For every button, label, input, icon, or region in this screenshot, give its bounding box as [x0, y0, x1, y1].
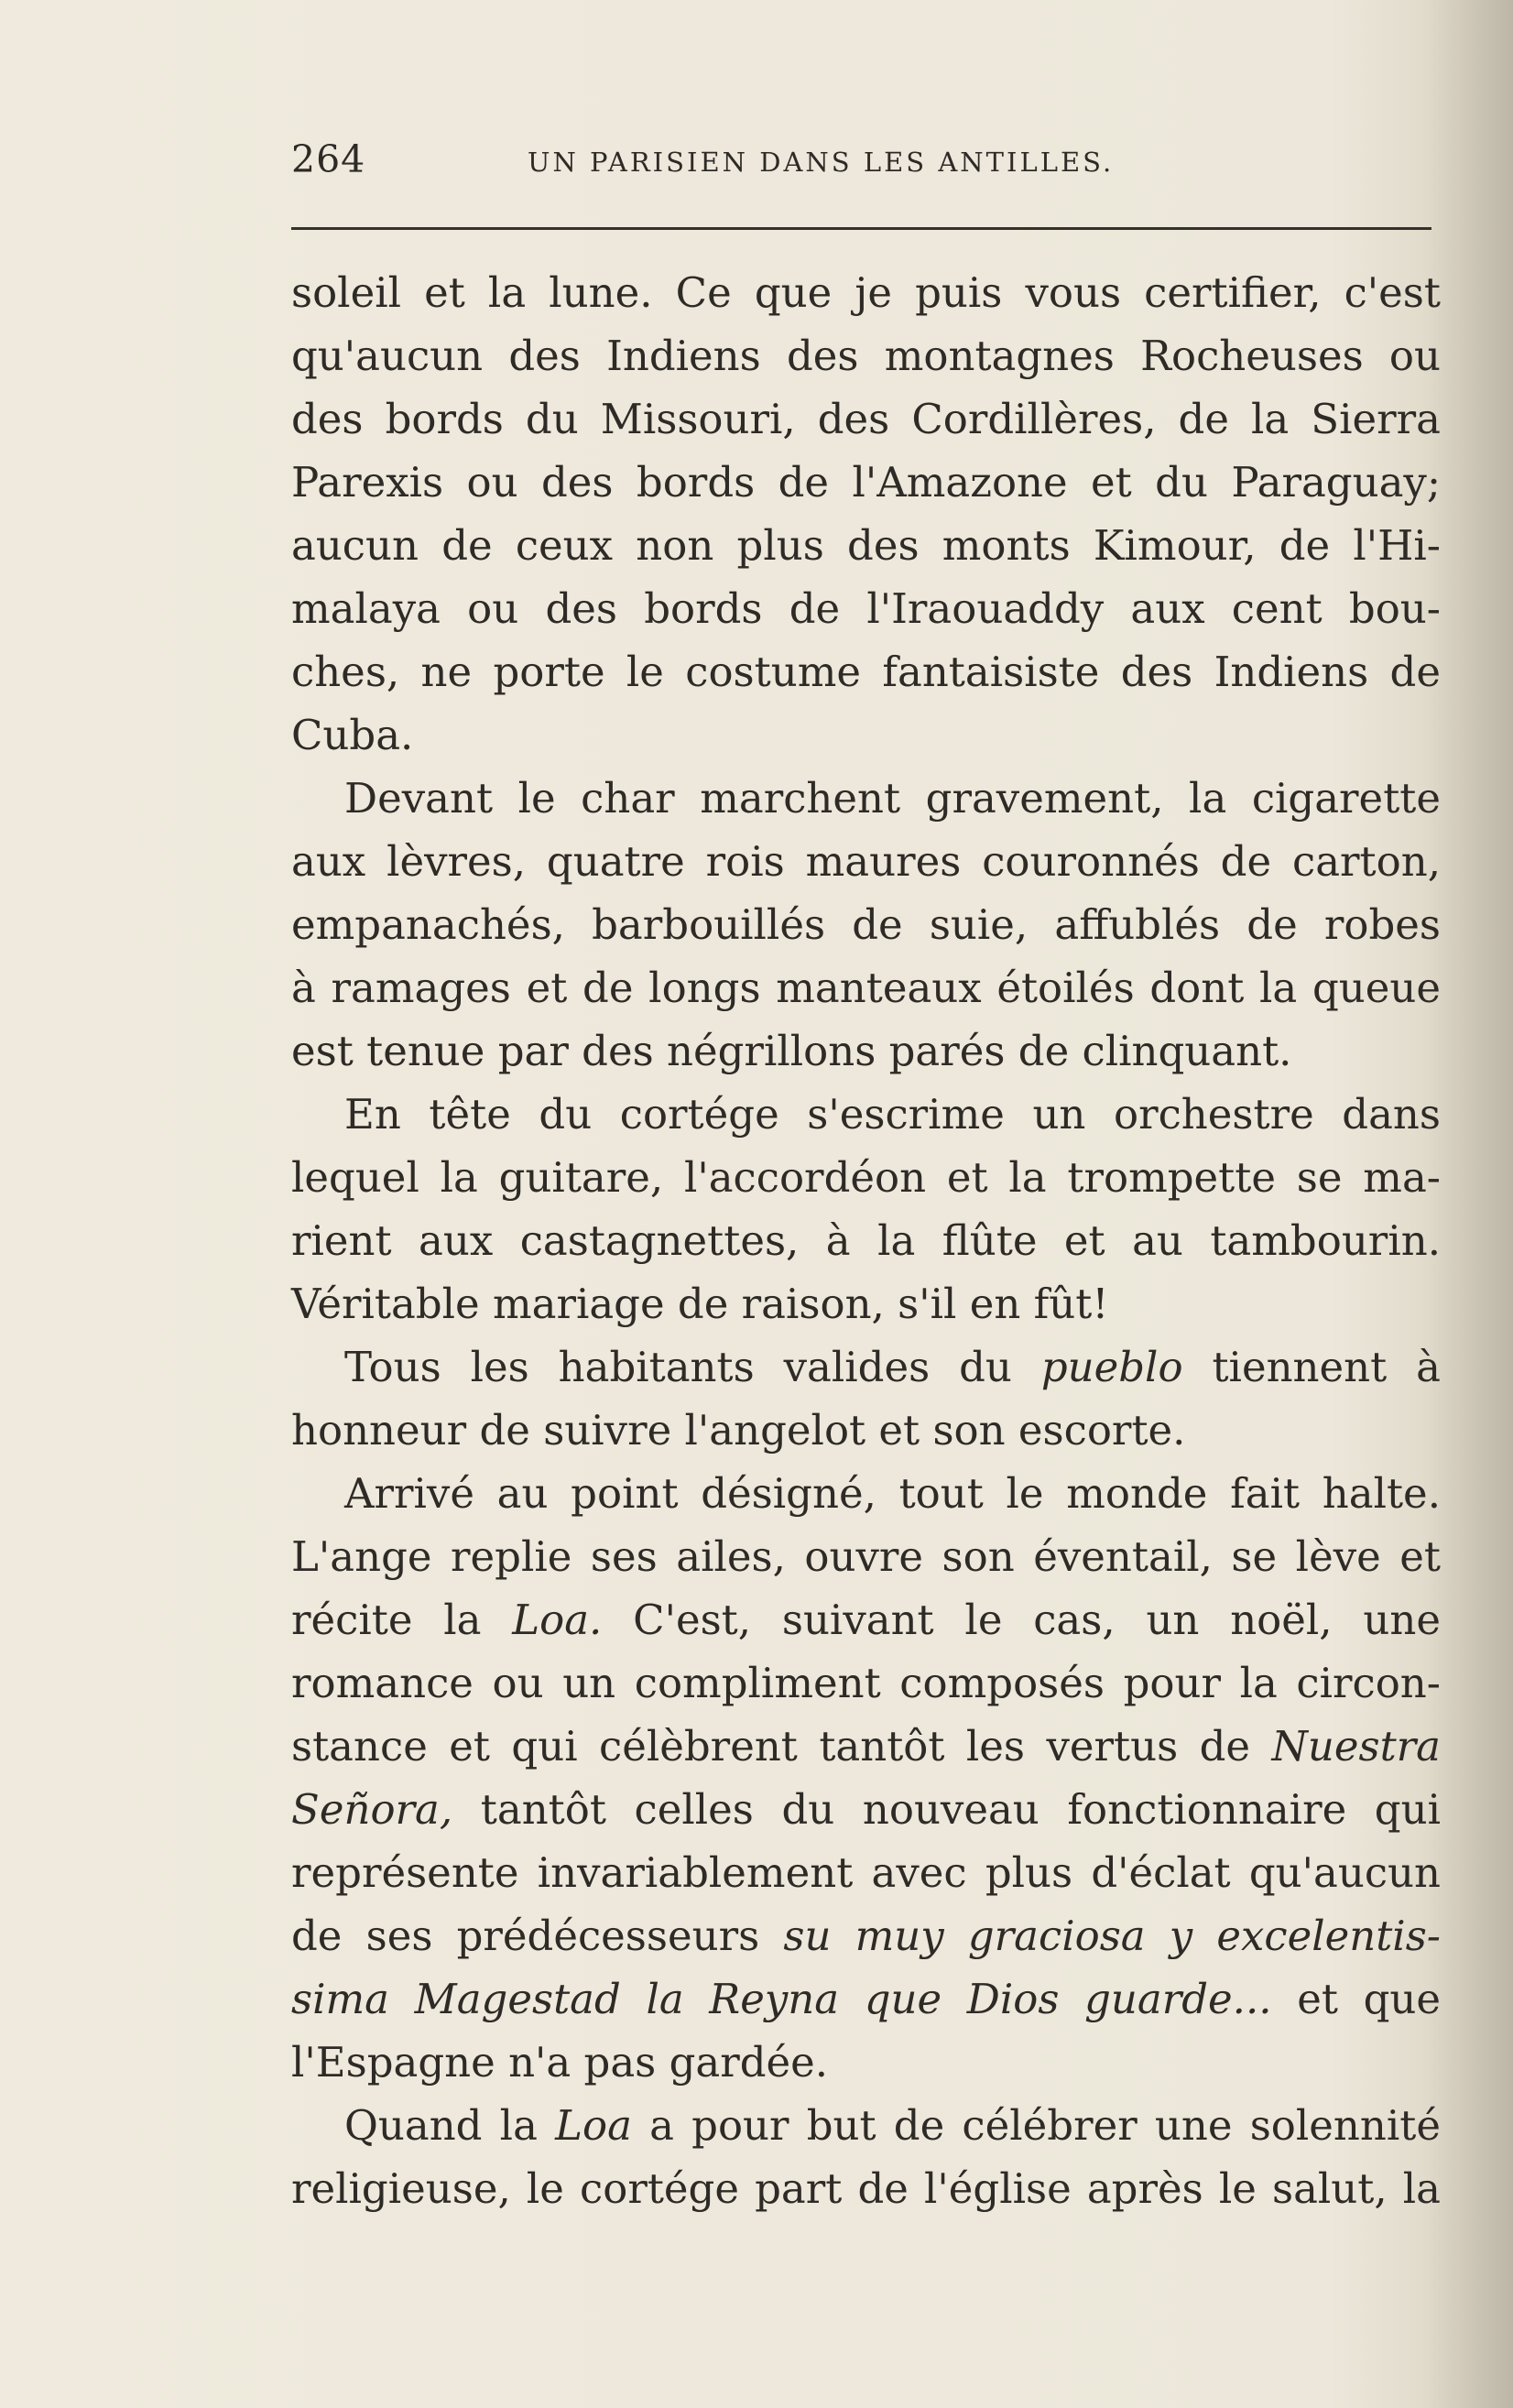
text-line — [291, 1967, 1441, 2031]
running-head — [291, 137, 1431, 192]
body-text — [291, 261, 1441, 2220]
text-run: C'est, suivant le cas, un noël, une — [602, 1596, 1441, 1644]
italic-term: pueblo — [1040, 1343, 1183, 1391]
text-line: représente invariablement avec plus d'éclat qu'aucun — [291, 1848, 1441, 1897]
text-run: tiennent à — [1182, 1343, 1441, 1391]
running-title: UN PARISIEN DANS LES ANTILLES. — [528, 147, 1115, 178]
italic-term: Señora, — [291, 1785, 453, 1834]
text-line: empanachés, barbouillés de suie, affublés de robes — [291, 900, 1441, 949]
text-line: qu'aucun des Indiens des montagnes Rocheuses ou — [291, 332, 1441, 380]
text-line: est tenue par des négrillons parés de clinquant. — [291, 1027, 1292, 1075]
text-line: Véritable mariage de raison, s'il en fût! — [291, 1280, 1109, 1328]
text-line — [291, 1588, 1441, 1651]
italic-term: Loa — [555, 2101, 632, 2150]
text-line: rient aux castagnettes, à la flûte et au tambourin. — [291, 1216, 1441, 1265]
text-line: En tête du cortége s'escrime un orchestre dans — [344, 1090, 1441, 1139]
text-run: stance et qui célèbrent tantôt les vertus de — [291, 1722, 1272, 1771]
text-run: récite la — [291, 1596, 513, 1644]
text-line — [291, 1904, 1441, 1967]
text-line: des bords du Missouri, des Cordillères, de la Sierra — [291, 395, 1441, 443]
italic-term: su muy graciosa y excelentis- — [783, 1912, 1441, 1960]
text-run: tantôt celles du nouveau fonctionnaire qui — [452, 1785, 1441, 1834]
text-line — [291, 1335, 1441, 1399]
text-line: romance ou un compliment composés pour la circon- — [291, 1659, 1441, 1707]
page-number: 264 — [291, 137, 366, 181]
italic-term: sima Magestad la Reyna que Dios guarde... — [291, 1975, 1272, 2023]
text-line: ches, ne porte le costume fantaisiste des Indiens de — [291, 648, 1441, 696]
text-line — [291, 1778, 1441, 1841]
text-run: de ses prédécesseurs — [291, 1912, 784, 1960]
text-line: à ramages et de longs manteaux étoilés dont la queue — [291, 964, 1441, 1012]
text-run: a pour but de célébrer une solennité — [631, 2101, 1441, 2150]
text-line: Cuba. — [291, 711, 414, 759]
text-run: et que — [1271, 1975, 1441, 2023]
text-line: aux lèvres, quatre rois maures couronnés de carton, — [291, 837, 1441, 886]
text-line: malaya ou des bords de l'Iraouaddy aux cent bou- — [291, 584, 1441, 633]
text-line — [291, 2094, 1441, 2157]
text-line: l'Espagne n'a pas gardée. — [291, 2038, 829, 2087]
header-rule — [291, 227, 1431, 230]
text-line: honneur de suivre l'angelot et son escorte. — [291, 1406, 1186, 1455]
italic-term: Loa. — [512, 1596, 603, 1644]
text-run: Quand la — [344, 2101, 556, 2150]
italic-term: Nuestra — [1271, 1722, 1441, 1771]
text-line: soleil et la lune. Ce que je puis vous certifier, c'est — [291, 268, 1441, 317]
text-line: aucun de ceux non plus des monts Kimour, de l'Hi- — [291, 521, 1441, 570]
text-line: Parexis ou des bords de l'Amazone et du Paraguay; — [291, 458, 1441, 507]
text-line: religieuse, le cortége part de l'église après le salut, la — [291, 2164, 1441, 2213]
text-line: L'ange replie ses ailes, ouvre son éventail, se lève et — [291, 1532, 1441, 1581]
text-line: Devant le char marchent gravement, la cigarette — [344, 774, 1441, 823]
text-line — [291, 1715, 1441, 1778]
text-line: Arrivé au point désigné, tout le monde fait halte. — [344, 1469, 1441, 1518]
text-run: Tous les habitants valides du — [344, 1343, 1041, 1391]
text-line: lequel la guitare, l'accordéon et la trompette se ma- — [291, 1153, 1441, 1202]
